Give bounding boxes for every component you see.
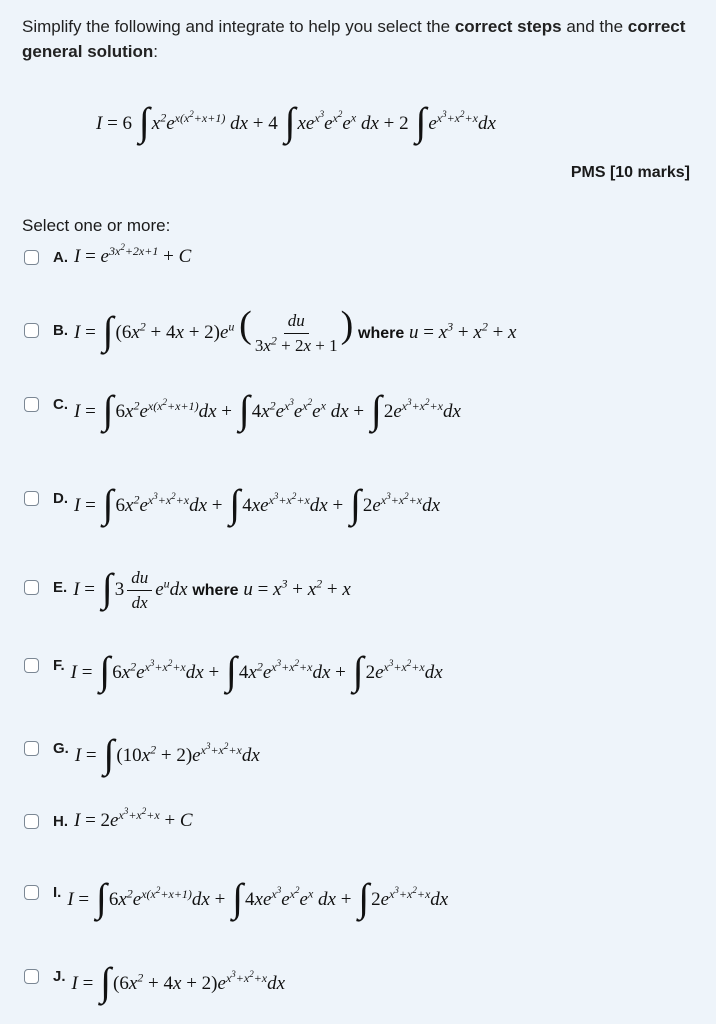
option-f-checkbox[interactable] <box>24 658 39 673</box>
question-bold-steps: correct steps <box>454 17 562 36</box>
option-e-checkbox[interactable] <box>24 580 39 595</box>
option-a-letter: A. <box>53 248 68 266</box>
select-prompt: Select one or more: <box>22 216 171 235</box>
option-b-letter: B. <box>53 322 68 340</box>
option-e[interactable] <box>24 562 351 613</box>
option-b-formula: I = ∫ $(6x^2 + 4x + 2)e^u$ ( $\frac{du}{3x^2 + 2x + 1}$ ) where $u = x^3 + x^2 + x$ <box>74 304 517 356</box>
question-end: : <box>153 42 159 61</box>
option-a[interactable] <box>24 241 192 268</box>
option-h[interactable] <box>24 805 193 832</box>
option-i-letter: I. <box>53 883 62 901</box>
option-g-checkbox[interactable] <box>24 741 39 756</box>
option-c[interactable] <box>24 384 461 432</box>
option-i-formula: I = ∫ $6x^2e^{x(x^2+x+1)}dx$ + ∫ $4xe^{x^3}e^{x^2}e^x$ dx + ∫ $2e^{x^3+x^2+x}dx$ <box>67 875 449 920</box>
option-d-letter: D. <box>53 489 68 507</box>
option-i[interactable] <box>24 872 449 920</box>
option-i-checkbox[interactable] <box>24 885 39 900</box>
option-a-checkbox[interactable] <box>24 250 39 265</box>
question-text <box>22 14 702 64</box>
option-b-checkbox[interactable] <box>24 323 39 338</box>
option-e-letter: E. <box>53 579 68 597</box>
option-j[interactable] <box>24 956 286 1004</box>
option-b[interactable] <box>24 305 516 356</box>
option-g-formula: I = ∫ $(10x^2 + 2)e^{x^3+x^2+x}dx$ <box>74 731 260 776</box>
option-j-letter: J. <box>53 967 66 985</box>
option-a-formula: $I = e^{3x^2+2x+1} + C$ <box>74 241 192 267</box>
question-lead: Simplify the following and integrate to help you select the <box>22 17 455 36</box>
option-d[interactable] <box>24 478 440 526</box>
question-mid: and the <box>561 17 628 36</box>
option-h-checkbox[interactable] <box>24 814 39 829</box>
marks-label: PMS [10 marks] <box>570 164 690 181</box>
option-h-formula: $I = 2e^{x^3+x^2+x} + C$ <box>74 805 193 831</box>
option-g[interactable] <box>24 728 260 776</box>
option-d-formula: I = ∫ $6x^2e^{x^3+x^2+x}dx$ + ∫ $4xe^{x^3+x^2+x}dx$ + ∫ $2e^{x^3+x^2+x}dx$ <box>74 481 440 526</box>
option-c-letter: C. <box>53 395 68 413</box>
option-j-formula: I = ∫ $(6x^2 + 4x + 2)e^{x^3+x^2+x}dx$ <box>71 959 286 1004</box>
option-h-letter: H. <box>53 812 68 830</box>
option-c-formula: I = ∫ $6x^2e^{x(x^2+x+1)}dx$ + ∫ $4x^2e^{x^3}e^{x^2}e^x$ dx + ∫ $2e^{x^3+x^2+x}dx$ <box>74 387 461 432</box>
option-e-where: where <box>192 582 239 599</box>
option-b-where: where <box>358 325 405 342</box>
option-g-letter: G. <box>53 739 69 757</box>
option-f[interactable] <box>24 645 443 693</box>
option-f-formula: I = ∫ $6x^2e^{x^3+x^2+x}dx$ + ∫ $4x^2e^{x^3+x^2+x}dx$ + ∫ $2e^{x^3+x^2+x}dx$ <box>70 648 443 693</box>
main-integral: I = 6 ∫ $x^2e^{x(x^2+x+1)}$ dx + 4 ∫ $xe^{x^3}e^{x^2}e^x$ dx + 2 ∫ $e^{x^3+x^2+x}dx$ <box>96 99 496 144</box>
question-bold-solution: correct general solution <box>22 17 686 61</box>
option-e-formula: I = ∫ 3 $\frac{du}{dx}$ $e^udx$ where $u = x^3 + x^2 + x$ <box>73 565 351 613</box>
option-d-checkbox[interactable] <box>24 491 39 506</box>
option-j-checkbox[interactable] <box>24 969 39 984</box>
option-c-checkbox[interactable] <box>24 397 39 412</box>
option-f-letter: F. <box>53 656 65 674</box>
